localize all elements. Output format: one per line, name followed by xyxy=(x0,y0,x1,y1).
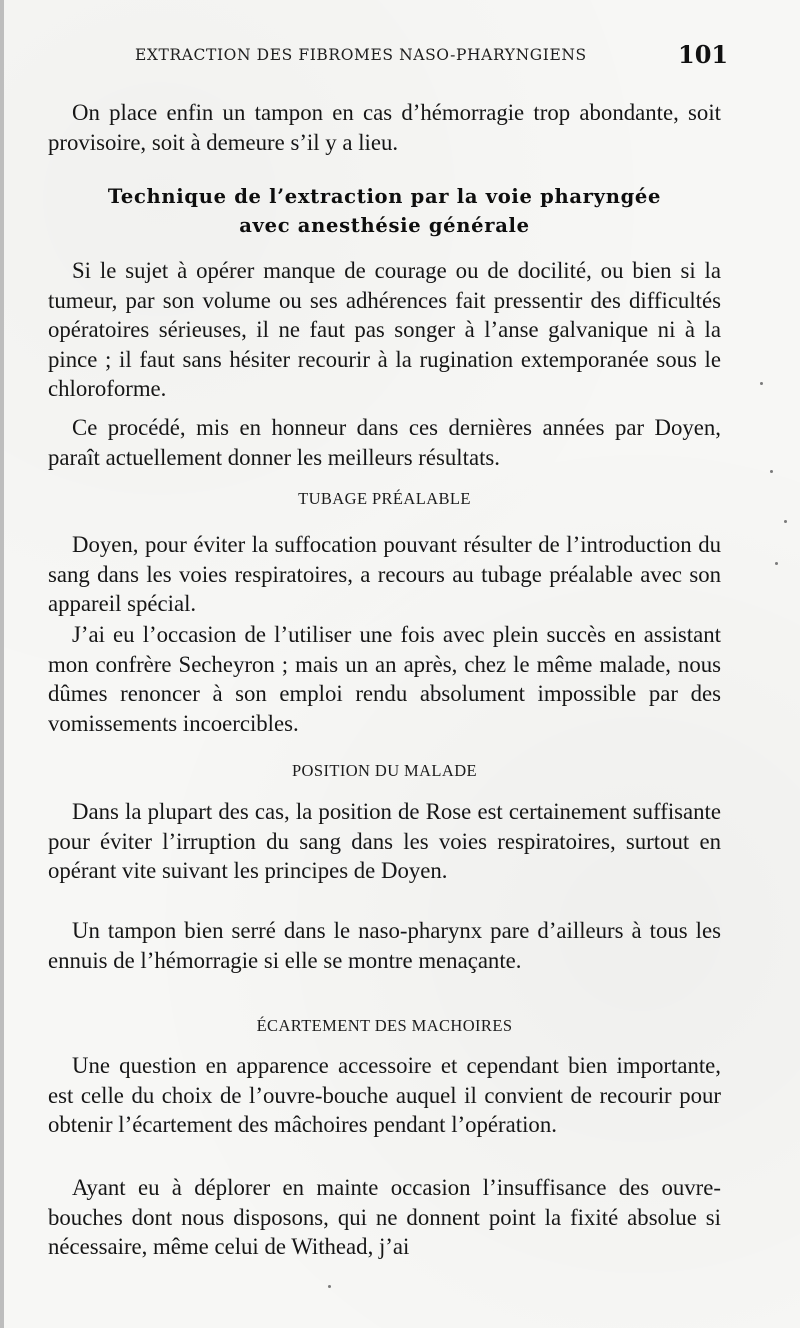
section-title-line-2: avec anesthésie générale xyxy=(239,214,530,237)
paragraph-sujet: Si le sujet à opérer manque de courage ou de docilité, ou bien si la tumeur, par son volume ou ses adhérences fait pressentir des difficultés opératoires sérieuses, il ne faut pas songer à l’anse galvanique ni à la pince ; il faut sans hésiter recourir à la rugination extemporanée sous le chloroforme. xyxy=(48,258,721,402)
print-speck xyxy=(775,562,778,565)
paragraph-position-rose: Dans la plupart des cas, la position de Rose est certainement suffisante pour éviter l’irruption du sang dans les voies respiratoires, surtout en opérant vite suivant les principes de Doyen. xyxy=(48,799,721,884)
print-speck xyxy=(770,470,773,473)
subheading-ecartement: ÉCARTEMENT DES MACHOIRES xyxy=(256,1016,513,1035)
print-speck xyxy=(328,1285,331,1288)
page-edge-shadow xyxy=(0,0,4,1328)
paragraph-procede: Ce procédé, mis en honneur dans ces dernières années par Doyen, paraît actuellement donner les meilleurs résultats. xyxy=(48,415,721,470)
print-speck xyxy=(760,382,763,385)
paragraph-tampon: On place enfin un tampon en cas d’hémorragie trop abondante, soit provisoire, soit à demeure s’il y a lieu. xyxy=(48,100,721,155)
paragraph-question: Une question en apparence accessoire et cependant bien importante, est celle du choix de l’ouvre-bouche auquel il convient de recourir pour obtenir l’écartement des mâchoires pendant l’opération. xyxy=(48,1053,721,1138)
print-speck xyxy=(784,520,787,523)
subheading-position: POSITION DU MALADE xyxy=(291,761,478,780)
section-title-line-1: Technique de l’extraction par la voie pharyngée xyxy=(107,185,662,208)
subheading-tubage: TUBAGE PRÉALABLE xyxy=(298,489,471,508)
paragraph-doyen: Doyen, pour éviter la suffocation pouvant résulter de l’introduction du sang dans les voies respiratoires, a recours au tubage préalable avec son appareil spécial. xyxy=(48,532,721,617)
running-head: EXTRACTION DES FIBROMES NASO-PHARYNGIENS xyxy=(135,46,587,64)
paragraph-occasion: J’ai eu l’occasion de l’utiliser une fois avec plein succès en assistant mon confrère Secheyron ; mais un an après, chez le même malade, nous dûmes renoncer à son emploi rendu absolument impossible par des vomissements incoercibles. xyxy=(48,622,721,736)
paragraph-deplorer: Ayant eu à déplorer en mainte occasion l’insuffisance des ouvre-bouches dont nous disposons, qui ne donnent point la fixité absolue si nécessaire, même celui de Withead, j’ai xyxy=(48,1175,721,1260)
page-number: 101 xyxy=(678,40,729,69)
paragraph-tampon-serre: Un tampon bien serré dans le naso-pharynx pare d’ailleurs à tous les ennuis de l’hémorragie si elle se montre menaçante. xyxy=(48,918,721,973)
